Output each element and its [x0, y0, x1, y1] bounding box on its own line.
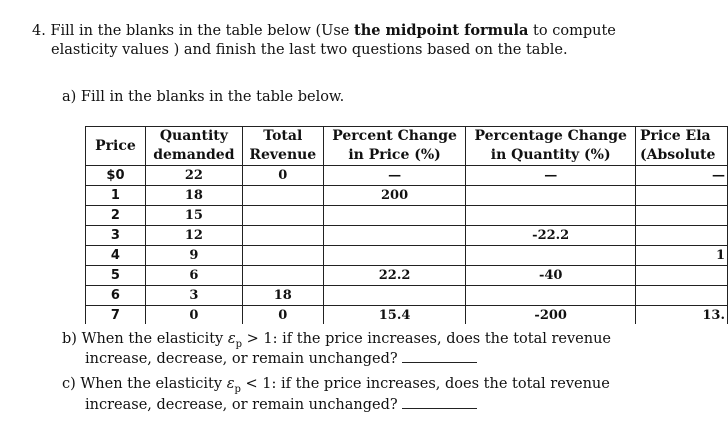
percent-change-price-cell: — — [323, 166, 466, 186]
part-b-question: increase, decrease, or remain unchanged? — [85, 351, 398, 367]
table-row — [86, 266, 728, 286]
percent-change-quantity-cell: — — [466, 166, 636, 186]
part-b-text-pre: When the elasticity — [81, 331, 228, 347]
elasticity-table-container — [85, 126, 728, 324]
elasticity-cell[interactable] — [636, 286, 728, 306]
part-a-text: Fill in the blanks in the table below. — [80, 89, 345, 105]
question-number: 4. — [32, 23, 46, 39]
table-header-row — [86, 127, 728, 166]
question-text-pre: Fill in the blanks in the table below (Use — [50, 23, 354, 39]
price-cell: 2 — [86, 206, 146, 226]
elasticity-cell: — — [636, 166, 728, 186]
quantity-cell: 12 — [145, 226, 242, 246]
table-row — [86, 286, 728, 306]
part-b-line-1 — [62, 331, 611, 350]
percent-change-quantity-cell: -200 — [466, 306, 636, 325]
header-percent-change-price: Percent Change in Price (%) — [323, 127, 466, 166]
price-cell: 4 — [86, 246, 146, 266]
quantity-cell: 6 — [145, 266, 242, 286]
elasticity-cell[interactable] — [636, 266, 728, 286]
question-text-bold: the midpoint formula — [354, 22, 529, 39]
price-cell: 7 — [86, 306, 146, 325]
part-c-question: increase, decrease, or remain unchanged? — [85, 397, 398, 413]
header-price: Price — [86, 127, 146, 166]
percent-change-price-cell: 15.4 — [323, 306, 466, 325]
percent-change-quantity-cell: -22.2 — [466, 226, 636, 246]
part-b-label: b) — [62, 331, 77, 347]
price-cell: 5 — [86, 266, 146, 286]
part-c-label: c) — [62, 376, 76, 392]
part-c-answer-blank[interactable] — [402, 407, 477, 409]
header-percent-change-quantity: Percentage Change in Quantity (%) — [466, 127, 636, 166]
percent-change-price-cell: 200 — [323, 186, 466, 206]
percent-change-quantity-cell[interactable] — [466, 246, 636, 266]
elasticity-cell: 1 — [636, 246, 728, 266]
total-revenue-cell: 0 — [242, 166, 323, 186]
percent-change-quantity-cell[interactable] — [466, 186, 636, 206]
quantity-cell: 9 — [145, 246, 242, 266]
total-revenue-cell[interactable] — [242, 266, 323, 286]
header-total-revenue: Total Revenue — [242, 127, 323, 166]
table-row — [86, 186, 728, 206]
quantity-cell: 18 — [145, 186, 242, 206]
table-row — [86, 166, 728, 186]
part-b-answer-blank[interactable] — [402, 361, 477, 363]
elasticity-table — [85, 126, 728, 324]
total-revenue-cell[interactable] — [242, 246, 323, 266]
epsilon-subscript: p — [235, 338, 243, 350]
header-price-elasticity: Price Ela (Absolute — [636, 127, 728, 166]
question-line-1 — [32, 22, 616, 39]
epsilon-symbol: ε — [226, 376, 235, 392]
percent-change-price-cell[interactable] — [323, 226, 466, 246]
part-c-text-post: < 1: if the price increases, does the total revenue — [240, 376, 610, 392]
header-quantity: Quantity demanded — [145, 127, 242, 166]
part-b-text-post: > 1: if the price increases, does the total revenue — [242, 331, 612, 347]
percent-change-quantity-cell[interactable] — [466, 206, 636, 226]
question-text-post: to compute — [528, 23, 616, 39]
elasticity-cell[interactable] — [636, 186, 728, 206]
price-cell: 3 — [86, 226, 146, 246]
part-a-label: a) — [62, 89, 77, 105]
table-row — [86, 206, 728, 226]
elasticity-cell[interactable] — [636, 206, 728, 226]
quantity-cell: 3 — [145, 286, 242, 306]
percent-change-quantity-cell: -40 — [466, 266, 636, 286]
quantity-cell: 0 — [145, 306, 242, 325]
price-cell: 1 — [86, 186, 146, 206]
percent-change-price-cell[interactable] — [323, 206, 466, 226]
percent-change-quantity-cell[interactable] — [466, 286, 636, 306]
table-row — [86, 246, 728, 266]
epsilon-subscript: p — [234, 383, 241, 395]
part-c-text-pre: When the elasticity — [80, 376, 227, 392]
total-revenue-cell: 18 — [242, 286, 323, 306]
total-revenue-cell: 0 — [242, 306, 323, 325]
percent-change-price-cell: 22.2 — [323, 266, 466, 286]
total-revenue-cell[interactable] — [242, 186, 323, 206]
part-c-line-2 — [85, 397, 477, 413]
table-row — [86, 306, 728, 325]
elasticity-cell: 13. — [636, 306, 728, 325]
percent-change-price-cell[interactable] — [323, 246, 466, 266]
table-row — [86, 226, 728, 246]
price-cell: $0 — [86, 166, 146, 186]
price-cell: 6 — [86, 286, 146, 306]
elasticity-cell[interactable] — [636, 226, 728, 246]
part-b-line-2 — [85, 351, 477, 367]
question-line-2: elasticity values ) and finish the last two questions based on the table. — [51, 42, 568, 58]
quantity-cell: 22 — [145, 166, 242, 186]
total-revenue-cell[interactable] — [242, 206, 323, 226]
quantity-cell: 15 — [145, 206, 242, 226]
part-a — [62, 89, 344, 105]
part-c-line-1 — [62, 376, 610, 395]
total-revenue-cell[interactable] — [242, 226, 323, 246]
percent-change-price-cell[interactable] — [323, 286, 466, 306]
epsilon-symbol: ε — [227, 331, 236, 347]
